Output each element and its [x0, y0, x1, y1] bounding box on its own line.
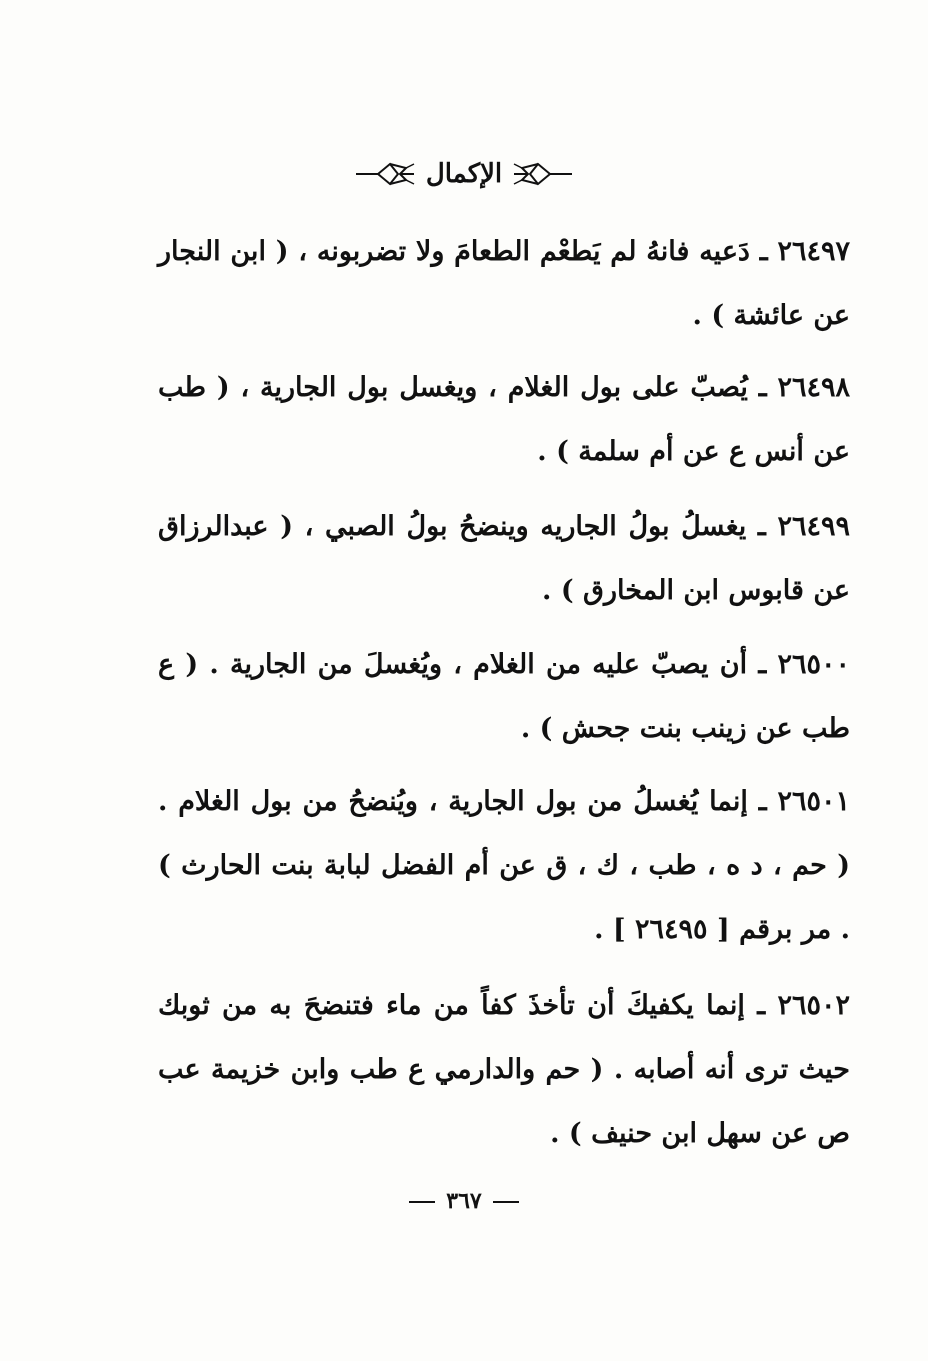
page-title: الإكمال — [425, 159, 503, 189]
entry-block-26498 — [158, 356, 850, 484]
entry-block-26500 — [158, 633, 850, 761]
hadith-entry-26499: ٢٦٤٩٩ ـ يغسلُ بولُ الجاريه وينضحُ بولُ الصبي ، ( عبدالرزاق عن قابوس ابن المخارق ) . — [158, 511, 850, 606]
footer-dash-left — [409, 1201, 435, 1203]
hadith-entry-26497: ٢٦٤٩٧ ـ دَعيه فانهُ لم يَطعْم الطعامَ ولا تضربونه ، ( ابن النجار عن عائشة ) . — [158, 236, 850, 331]
ornament-right-icon — [356, 160, 416, 188]
entry-block-26502 — [158, 974, 850, 1166]
ornament-left-icon — [512, 160, 572, 188]
page-footer — [0, 1188, 928, 1214]
hadith-entry-26501: ٢٦٥٠١ ـ إنما يُغسلُ من بول الجارية ، ويُنضحُ من بول الغلام . ( حم ، د ه ، طب ، ك ، ق عن أم الفضل لبابة بنت الحارث ) . مر برقم [ ٢٦٤٩٥ ] . — [158, 786, 850, 945]
entry-block-26501 — [158, 770, 850, 962]
footer-dash-right — [493, 1201, 519, 1203]
page-header — [0, 150, 928, 198]
page-number: ٣٦٧ — [446, 1188, 482, 1214]
entry-block-26497 — [158, 220, 850, 348]
hadith-entry-26502: ٢٦٥٠٢ ـ إنما يكفيكَ أن تأخذَ كفاً من ماء فتنضحَ به من ثوبك حيث ترى أنه أصابه . ( حم والدارمي ع طب وابن خزيمة عب ص عن سهل ابن حنيف ) . — [158, 990, 850, 1149]
entry-block-26499 — [158, 495, 850, 623]
hadith-entry-26498: ٢٦٤٩٨ ـ يُصبّ على بول الغلام ، ويغسل بول الجارية ، ( طب عن أنس ع عن أم سلمة ) . — [158, 372, 850, 467]
hadith-entry-26500: ٢٦٥٠٠ ـ أن يصبّ عليه من الغلام ، ويُغسلَ من الجارية . ( ع طب عن زينب بنت جحش ) . — [158, 649, 850, 744]
